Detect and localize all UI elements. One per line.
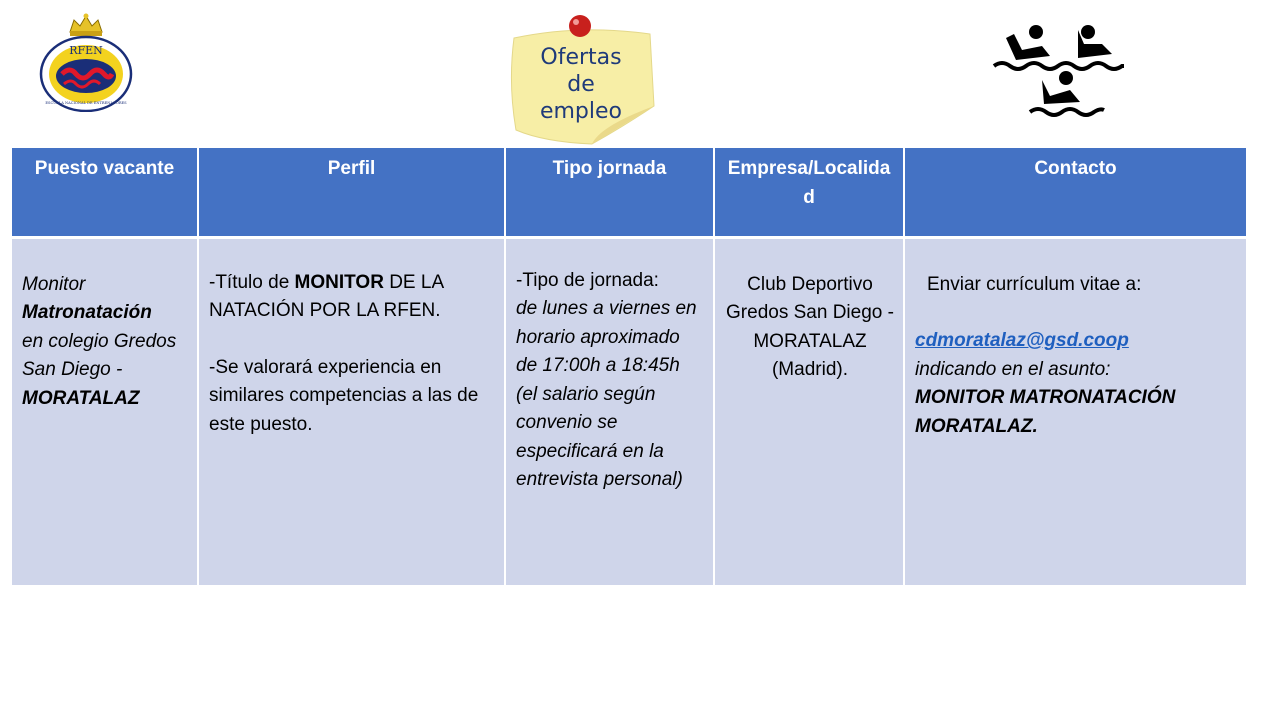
cell-contacto [904,237,1246,585]
cell-perfil [198,237,505,585]
header-contacto: Contacto [904,148,1246,237]
header-empresa: Empresa/Localidad [714,148,904,237]
jornada-body: de lunes a viernes en horario aproximado de 17:00h a 18:45h (el salario según convenio se especificará en la entrevista personal) [516,298,697,490]
cell-empresa: Club Deportivo Gredos San Diego - MORATALAZ (Madrid). [714,237,904,585]
perfil-p1-pre: -Título de [209,271,295,293]
jornada-pre: -Tipo de jornada: [516,269,659,291]
cell-puesto [12,237,198,585]
crown-icon [70,14,102,37]
logo-text-top: RFEN [69,44,103,57]
header-perfil: Perfil [198,148,505,237]
note-title [514,44,648,125]
note-line-3: empleo [539,99,623,124]
contacto-intro: Enviar currículum vitae a: [927,273,1142,295]
perfil-p1-post: DE LA NATACIÓN POR LA RFEN. [209,271,444,321]
puesto-line-3: en colegio Gredos San Diego - [22,330,177,380]
rfen-logo [38,12,134,112]
contact-email-link[interactable]: cdmoratalaz@gsd.coop [915,330,1129,351]
puesto-line-2: Matronatación [22,302,152,323]
cell-jornada [505,237,714,585]
pushpin-icon [569,15,591,37]
header-jornada: Tipo jornada [505,148,714,237]
job-offers-table [12,148,1246,585]
perfil-p2: -Se valorará experiencia en similares competencias a las de este puesto. [209,356,479,435]
table-row [12,237,1246,585]
header-puesto: Puesto vacante [12,148,198,237]
contacto-asunto: indicando en el asunto: [915,358,1111,380]
puesto-line-1: Monitor [22,273,86,295]
table-header-row [12,148,1246,237]
note-line-2: de [567,72,595,97]
perfil-p1-bold: MONITOR [294,271,384,293]
logo-text-bottom: ESCUELA NACIONAL DE ENTRENADORES [45,101,127,105]
contacto-subject: MONITOR MATRONATACIÓN MORATALAZ. [915,387,1176,437]
puesto-line-4: MORATALAZ [22,387,140,409]
note-line-1: Ofertas [540,45,622,70]
water-polo-players-icon [992,22,1128,122]
